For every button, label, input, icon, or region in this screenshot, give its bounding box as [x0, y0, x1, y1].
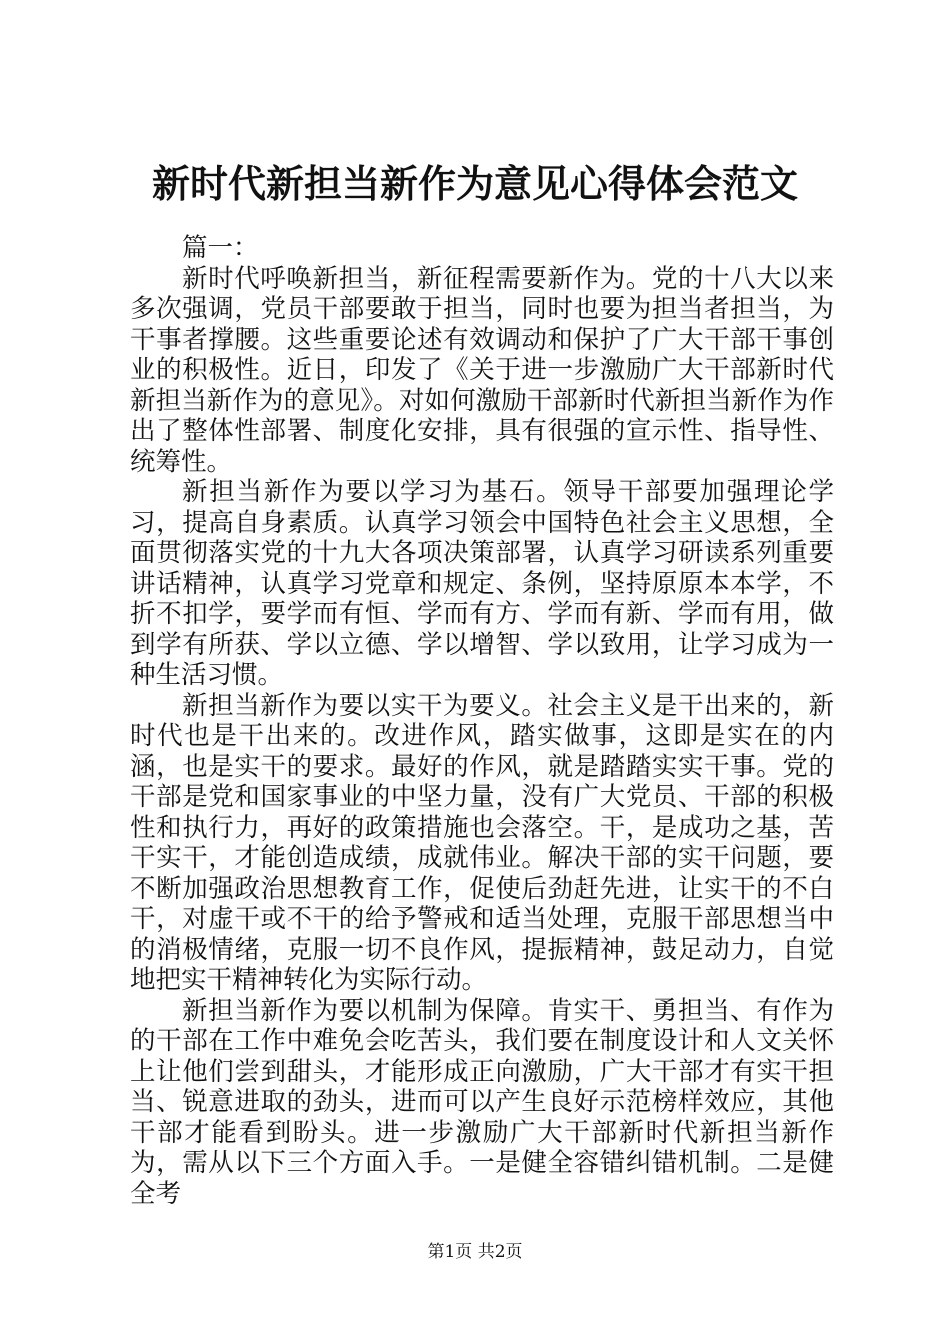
- paragraph-2: 新担当新作为要以学习为基石。领导干部要加强理论学习，提高自身素质。认真学习领会中国特色社会主义思想，全面贯彻落实党的十九大各项决策部署，认真学习研读系列重要讲话精神，认真学习党章和规定、条例，坚持原原本本学，不折不扣学，要学而有恒、学而有方、学而有新、学而有用，做到学有所获、学以立德、学以增智、学以致用，让学习成为一种生活习惯。: [130, 477, 834, 690]
- paragraph-1: 新时代呼唤新担当，新征程需要新作为。党的十八大以来多次强调，党员干部要敢于担当，同时也要为担当者担当，为干事者撑腰。这些重要论述有效调动和保护了广大干部干事创业的积极性。近日，印发了《关于进一步激励广大干部新时代新担当新作为的意见》。对如何激励干部新时代新担当新作为作出了整体性部署、制度化安排，具有很强的宣示性、指导性、统筹性。: [130, 263, 834, 477]
- paragraph-4: 新担当新作为要以机制为保障。肯实干、勇担当、有作为的干部在工作中难免会吃苦头，我们要在制度设计和人文关怀上让他们尝到甜头，才能形成正向激励，广大干部才有实干担当、锐意进取的劲头，进而可以产生良好示范榜样效应，其他干部才能看到盼头。进一步激励广大干部新时代新担当新作为，需从以下三个方面入手。一是健全容错纠错机制。二是健全考: [130, 995, 834, 1209]
- section-label: 篇一：: [182, 233, 259, 263]
- document-body: [130, 233, 834, 1209]
- document-title: 新时代新担当新作为意见心得体会范文: [151, 161, 798, 206]
- page-footer: 第1页 共2页: [427, 1242, 523, 1262]
- paragraph-3: 新担当新作为要以实干为要义。社会主义是干出来的，新时代也是干出来的。改进作风，踏实做事，这即是实在的内涵，也是实干的要求。最好的作风，就是踏踏实实干事。党的干部是党和国家事业的中坚力量，没有广大党员、干部的积极性和执行力，再好的政策措施也会落空。干，是成功之基，苦干实干，才能创造成绩，成就伟业。解决干部的实干问题，要不断加强政治思想教育工作，促使后劲赶先进，让实干的不白干，对虚干或不干的给予警戒和适当处理，克服干部思想当中的消极情绪，克服一切不良作风，提振精神，鼓足动力，自觉地把实干精神转化为实际行动。: [130, 690, 834, 995]
